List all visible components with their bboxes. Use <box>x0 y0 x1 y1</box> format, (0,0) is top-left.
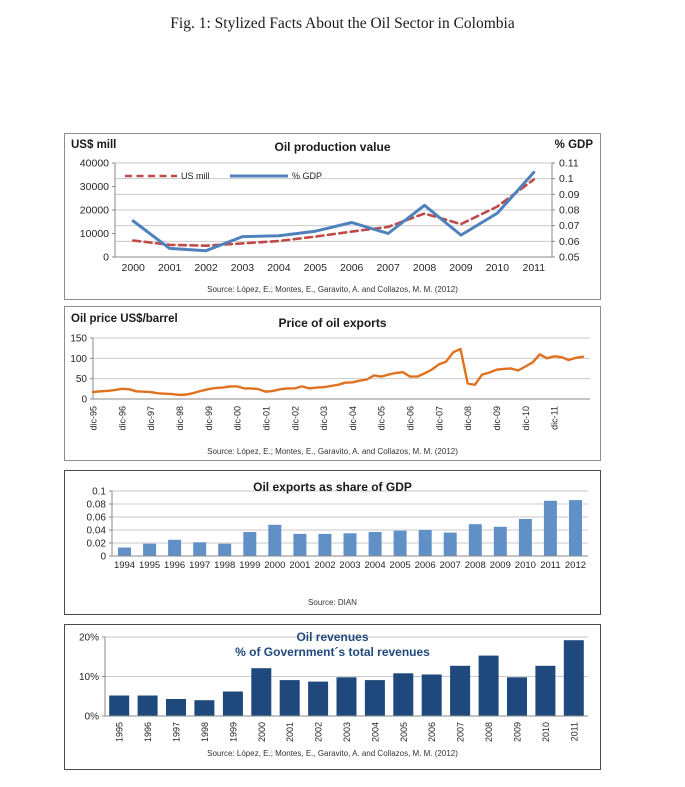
svg-text:20%: 20% <box>78 632 99 644</box>
svg-text:dic-95: dic-95 <box>88 406 99 431</box>
svg-text:dic-07: dic-07 <box>434 406 445 431</box>
source-note: Source: DIAN <box>308 598 357 607</box>
svg-text:2008: 2008 <box>464 560 486 571</box>
svg-text:0.06: 0.06 <box>559 235 580 248</box>
svg-text:2004: 2004 <box>364 560 386 571</box>
svg-text:2002: 2002 <box>313 722 324 743</box>
svg-text:0.1: 0.1 <box>92 486 106 498</box>
svg-text:1996: 1996 <box>164 560 186 571</box>
source-note: Source: López, E.; Montes, E., Garavito, A. and Collazos, M. M. (2012) <box>207 749 458 758</box>
svg-text:0.05: 0.05 <box>559 251 580 264</box>
svg-text:1997: 1997 <box>171 722 182 743</box>
svg-text:dic-05: dic-05 <box>376 406 387 431</box>
svg-text:2010: 2010 <box>540 722 551 743</box>
svg-text:2010: 2010 <box>485 262 510 274</box>
svg-text:dic-00: dic-00 <box>232 406 243 431</box>
svg-text:dic-11: dic-11 <box>549 406 560 430</box>
svg-text:1995: 1995 <box>114 722 125 743</box>
source-note: Source: López, E.; Montes, E., Garavito, A. and Collazos, M. M. (2012) <box>207 285 458 294</box>
svg-text:2008: 2008 <box>412 262 437 274</box>
svg-text:2001: 2001 <box>285 722 296 743</box>
svg-text:2005: 2005 <box>389 560 411 571</box>
panel-price-of-oil-exports <box>64 306 601 461</box>
svg-text:2005: 2005 <box>303 262 327 274</box>
svg-text:dic-03: dic-03 <box>319 406 330 431</box>
svg-text:2007: 2007 <box>455 722 466 743</box>
svg-text:2006: 2006 <box>340 262 364 274</box>
svg-text:1999: 1999 <box>228 722 239 743</box>
svg-text:100: 100 <box>70 353 87 365</box>
svg-text:0.08: 0.08 <box>559 204 580 217</box>
svg-text:2000: 2000 <box>264 560 286 571</box>
panel-oil-revenues <box>64 624 601 770</box>
svg-text:dic-08: dic-08 <box>463 406 474 431</box>
panel-oil-exports-share <box>64 470 601 615</box>
svg-text:dic-98: dic-98 <box>174 406 185 431</box>
svg-text:dic-04: dic-04 <box>347 406 358 431</box>
svg-text:2003: 2003 <box>342 722 352 743</box>
svg-text:0: 0 <box>100 551 106 563</box>
svg-text:150: 150 <box>70 333 87 345</box>
svg-text:2000: 2000 <box>121 262 145 274</box>
chart-title-oil-production: Oil production value <box>274 140 391 154</box>
svg-text:2003: 2003 <box>230 262 255 274</box>
svg-text:10%: 10% <box>78 672 99 683</box>
svg-text:dic-99: dic-99 <box>203 406 214 431</box>
svg-text:dic-09: dic-09 <box>492 406 503 431</box>
svg-text:2005: 2005 <box>398 722 409 743</box>
svg-text:dic-10: dic-10 <box>520 406 531 431</box>
svg-text:2012: 2012 <box>564 560 587 571</box>
chart-title-oil-price: Price of oil exports <box>278 316 387 330</box>
svg-text:30000: 30000 <box>79 181 109 193</box>
svg-text:1998: 1998 <box>199 722 210 743</box>
svg-text:0%: 0% <box>84 711 99 723</box>
panel-oil-production-value <box>64 133 601 300</box>
svg-text:2001: 2001 <box>289 560 311 571</box>
svg-text:2010: 2010 <box>514 560 536 571</box>
svg-text:0.11: 0.11 <box>559 157 579 170</box>
svg-text:2004: 2004 <box>267 262 291 274</box>
svg-text:2006: 2006 <box>427 722 438 743</box>
y-axis-title: Oil price US$/barrel <box>71 313 178 325</box>
svg-text:2011: 2011 <box>540 560 561 571</box>
svg-text:1995: 1995 <box>139 560 161 571</box>
svg-text:dic-97: dic-97 <box>146 406 157 431</box>
svg-text:2011: 2011 <box>569 722 580 742</box>
svg-text:2002: 2002 <box>194 262 218 274</box>
svg-text:2006: 2006 <box>414 560 436 571</box>
svg-text:US mill: US mill <box>181 171 210 181</box>
chart-subtitle-oil-revenues: % of Government´s total revenues <box>235 645 430 659</box>
svg-text:1997: 1997 <box>189 560 211 571</box>
svg-text:dic-02: dic-02 <box>290 406 301 431</box>
svg-text:0.09: 0.09 <box>559 188 580 201</box>
svg-text:0.08: 0.08 <box>86 499 106 511</box>
oil-production-value-chart <box>65 134 600 299</box>
svg-text:2007: 2007 <box>439 560 461 571</box>
svg-text:1998: 1998 <box>214 560 236 571</box>
svg-text:1994: 1994 <box>113 560 136 571</box>
right-axis-title: % GDP <box>554 139 593 151</box>
svg-text:1999: 1999 <box>239 560 261 571</box>
svg-text:dic-06: dic-06 <box>405 406 416 431</box>
svg-text:2004: 2004 <box>370 722 381 743</box>
svg-text:2009: 2009 <box>489 560 511 571</box>
svg-text:0.06: 0.06 <box>86 512 106 524</box>
svg-text:50: 50 <box>75 374 87 386</box>
svg-text:2011: 2011 <box>522 262 546 274</box>
left-axis-title: US$ mill <box>71 139 117 151</box>
svg-text:0.07: 0.07 <box>559 220 580 233</box>
svg-text:0.04: 0.04 <box>86 525 106 537</box>
chart-title-oil-revenues: Oil revenues <box>296 630 369 644</box>
svg-text:2008: 2008 <box>484 722 495 743</box>
svg-text:% GDP: % GDP <box>292 171 323 181</box>
svg-text:1996: 1996 <box>143 722 154 743</box>
svg-text:2002: 2002 <box>314 560 336 571</box>
svg-text:40000: 40000 <box>79 157 109 170</box>
figure-title: Fig. 1: Stylized Facts About the Oil Sector in Colombia <box>170 15 515 32</box>
svg-text:2001: 2001 <box>157 262 182 274</box>
svg-text:dic-96: dic-96 <box>117 406 128 431</box>
source-note: Source: López, E.; Montes, E., Garavito, A. and Collazos, M. M. (2012) <box>207 447 458 456</box>
svg-text:0.1: 0.1 <box>559 173 574 186</box>
svg-text:2007: 2007 <box>376 262 400 274</box>
svg-text:2009: 2009 <box>449 262 473 274</box>
svg-text:dic-01: dic-01 <box>261 406 272 431</box>
svg-text:2009: 2009 <box>512 722 523 743</box>
chart-title-exports-share: Oil exports as share of GDP <box>253 480 412 494</box>
svg-text:0: 0 <box>81 394 87 406</box>
svg-text:2003: 2003 <box>339 560 361 571</box>
svg-text:20000: 20000 <box>79 204 109 217</box>
svg-text:0: 0 <box>103 251 109 264</box>
svg-text:2000: 2000 <box>256 722 267 743</box>
svg-text:0.02: 0.02 <box>86 538 106 550</box>
svg-text:10000: 10000 <box>79 228 109 240</box>
